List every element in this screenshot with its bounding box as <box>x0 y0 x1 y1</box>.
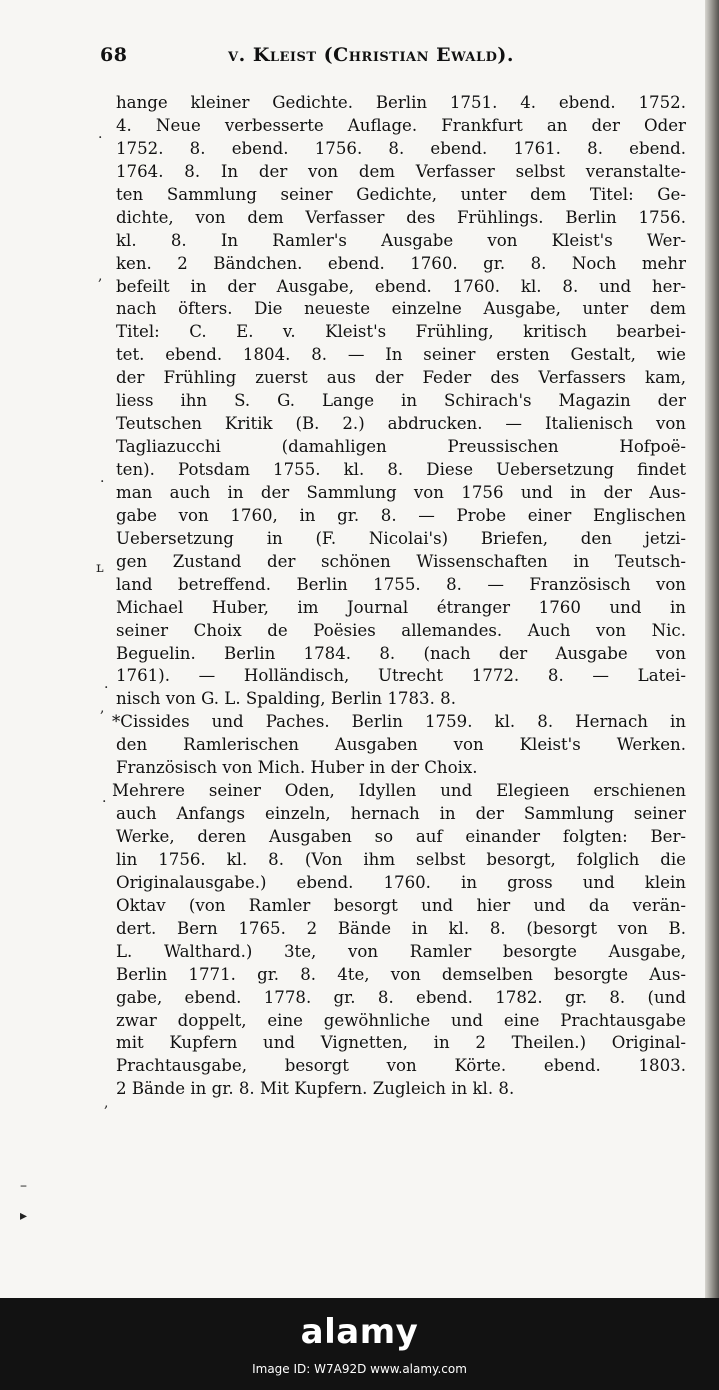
text-line: mit Kupfern und Vignetten, in 2 Theilen.) Original- <box>116 1033 686 1053</box>
margin-dash: ▸ <box>20 1208 28 1224</box>
text-line: gabe von 1760, in gr. 8. — Probe einer Englischen <box>116 505 686 525</box>
image-id-text: Image ID: W7A92D www.alamy.com <box>252 1362 467 1376</box>
text-line: tet. ebend. 1804. 8. — In seiner ersten Gestalt, wie <box>116 345 686 365</box>
text-line: dichte, von dem Verfasser des Frühlings. Berlin 1756. <box>116 207 686 227</box>
margin-dot: . <box>102 790 107 806</box>
text-line: 1761). — Holländisch, Utrecht 1772. 8. — Latei- <box>116 666 686 686</box>
text-line: gabe, ebend. 1778. gr. 8. ebend. 1782. gr. 8. (und <box>116 987 686 1007</box>
text-line: Michael Huber, im Journal étranger 1760 und in <box>116 597 686 617</box>
text-line: gen Zustand der schönen Wissenschaften in Teutsch- <box>116 551 686 571</box>
text-line: Berlin 1771. gr. 8. 4te, von demselben besorgte Aus- <box>116 964 686 984</box>
text-line: dert. Bern 1765. 2 Bände in kl. 8. (besorgt von B. <box>116 918 686 938</box>
text-line: zwar doppelt, eine gewöhnliche und eine Prachtausgabe <box>116 1010 686 1030</box>
alamy-logo: alamy <box>300 1312 419 1352</box>
text-line: land betreffend. Berlin 1755. 8. — Französisch von <box>116 574 686 594</box>
text-line: Uebersetzung in (F. Nicolai's) Briefen, den jetzi- <box>116 528 686 548</box>
margin-dash: – <box>20 1178 27 1194</box>
watermark-bar <box>0 1298 719 1390</box>
text-line: Tagliazucchi (damahligen Preussischen Hofpoë- <box>116 437 686 457</box>
text-line: Originalausgabe.) ebend. 1760. in gross und klein <box>116 872 686 892</box>
page-spine-shadow <box>705 0 719 1298</box>
text-line: Oktav (von Ramler besorgt und hier und da verän- <box>116 895 686 915</box>
margin-dot: . <box>104 676 109 692</box>
text-line: Prachtausgabe, besorgt von Körte. ebend. 1803. <box>116 1056 686 1076</box>
text-line: Werke, deren Ausgaben so auf einander folgten: Ber- <box>116 827 686 846</box>
text-line: 1764. 8. In der von dem Verfasser selbst veranstalte- <box>116 161 686 181</box>
margin-marks <box>0 0 110 1298</box>
text-line: *Cissides und Paches. Berlin 1759. kl. 8. Hernach in <box>112 712 686 732</box>
text-line: nach öfters. Die neueste einzelne Ausgabe, unter dem <box>116 299 686 319</box>
text-line: Mehrere seiner Oden, Idyllen und Elegieen erschienen <box>112 781 686 801</box>
text-line: Teutschen Kritik (B. 2.) abdrucken. — Italienisch von <box>116 414 686 434</box>
text-line: hange kleiner Gedichte. Berlin 1751. 4. ebend. 1752. <box>116 93 686 112</box>
margin-comma: , <box>104 1095 109 1111</box>
text-line: der Frühling zuerst aus der Feder des Verfassers kam, <box>116 368 686 388</box>
text-line: ken. 2 Bändchen. ebend. 1760. gr. 8. Noch mehr <box>116 253 686 273</box>
text-line: 2 Bände in gr. 8. Mit Kupfern. Zugleich in kl. 8. <box>116 1079 515 1099</box>
text-line: auch Anfangs einzeln, hernach in der Sammlung seiner <box>116 804 686 824</box>
text-line: man auch in der Sammlung von 1756 und in der Aus- <box>116 482 686 502</box>
page-number: 68 <box>100 44 128 66</box>
margin-dot: . <box>100 470 105 486</box>
text-line: nisch von G. L. Spalding, Berlin 1783. 8. <box>116 689 456 709</box>
text-line: 4. Neue verbesserte Auflage. Frankfurt an der Oder <box>116 115 686 135</box>
margin-tick: ʟ <box>96 560 104 576</box>
margin-dot: . <box>98 126 103 142</box>
text-line: liess ihn S. G. Lange in Schirach's Magazin der <box>116 391 686 411</box>
text-line: befeilt in der Ausgabe, ebend. 1760. kl. 8. und her- <box>116 276 686 296</box>
text-line: L. Walthard.) 3te, von Ramler besorgte Ausgabe, <box>116 941 686 961</box>
text-line: Französisch von Mich. Huber in der Choix. <box>116 758 478 778</box>
text-line: Titel: C. E. v. Kleist's Frühling, kritisch bearbei- <box>116 322 686 342</box>
bibliography-text <box>112 92 686 1101</box>
text-line: lin 1756. kl. 8. (Von ihm selbst besorgt, folglich die <box>116 849 686 869</box>
text-line: 1752. 8. ebend. 1756. 8. ebend. 1761. 8. ebend. <box>116 138 686 158</box>
page-header <box>100 42 660 78</box>
margin-comma: , <box>98 268 103 284</box>
text-line: ten). Potsdam 1755. kl. 8. Diese Uebersetzung findet <box>116 460 686 479</box>
text-line: seiner Choix de Poësies allemandes. Auch von Nic. <box>116 620 686 640</box>
margin-comma: , <box>100 700 105 716</box>
running-head: v. Kleist (Christian Ewald). <box>228 44 514 66</box>
text-line: ten Sammlung seiner Gedichte, unter dem Titel: Ge- <box>116 184 686 204</box>
text-line: kl. 8. In Ramler's Ausgabe von Kleist's Wer- <box>116 230 686 250</box>
text-line: Beguelin. Berlin 1784. 8. (nach der Ausgabe von <box>116 643 686 663</box>
text-line: den Ramlerischen Ausgaben von Kleist's Werken. <box>116 735 686 755</box>
